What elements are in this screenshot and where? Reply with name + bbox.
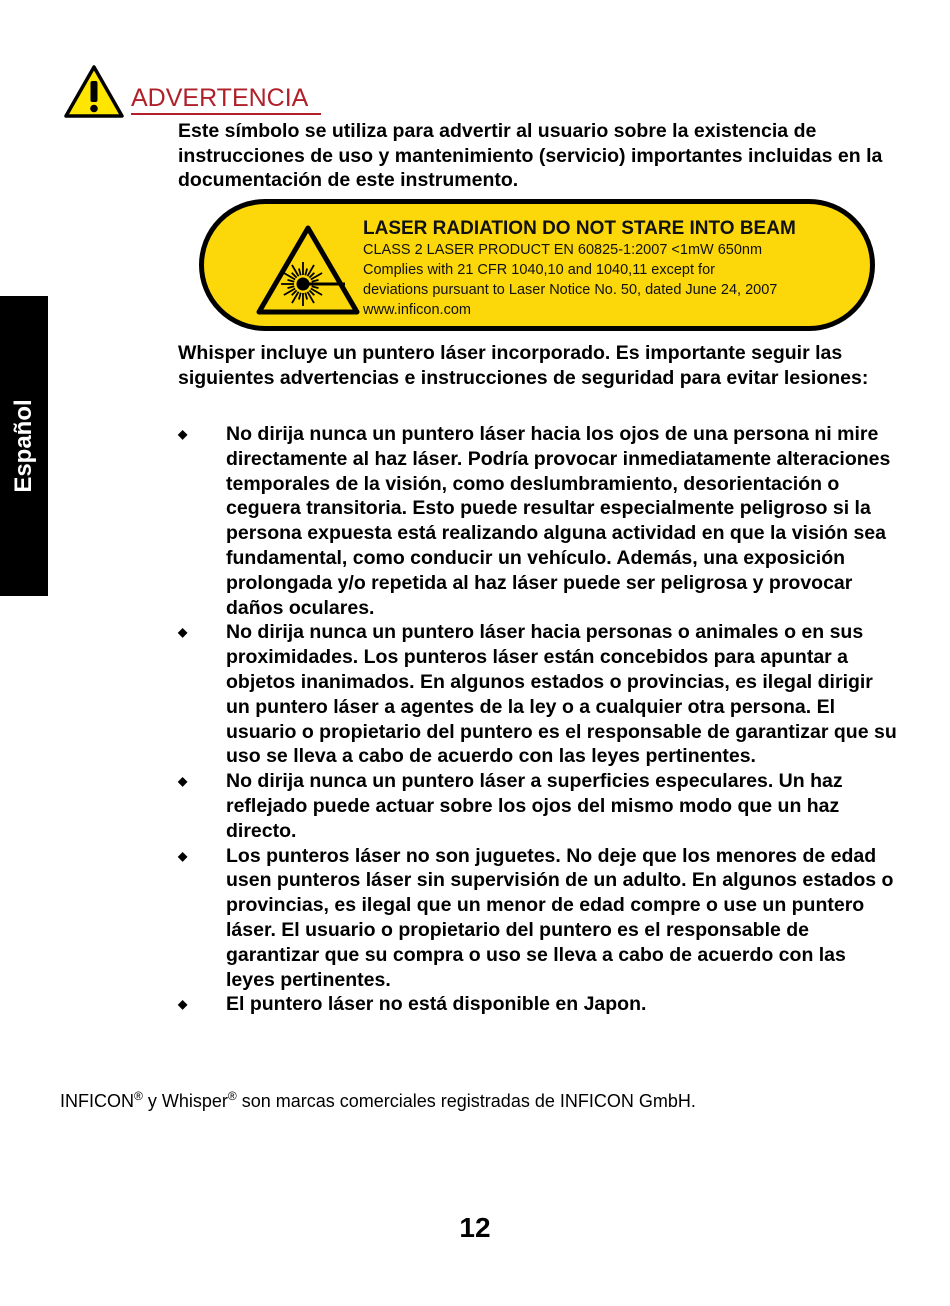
intro-paragraph: Whisper incluye un puntero láser incorporado. Es importante seguir las siguientes advertencias e instrucciones de seguridad para evitar lesiones: (178, 342, 869, 389)
laser-label-url: www.inficon.com (363, 302, 471, 318)
bullet-diamond-icon: ◆ (178, 848, 188, 863)
trademark-inficon: INFICON (60, 1091, 134, 1111)
language-side-tab (0, 296, 48, 596)
laser-label-line: deviations pursuant to Laser Notice No. 50, dated June 24, 2007 (363, 282, 778, 298)
list-item (178, 620, 898, 769)
list-item (178, 422, 898, 620)
page-number: 12 (459, 1212, 491, 1243)
laser-label-line: CLASS 2 LASER PRODUCT EN 60825-1:2007 <1mW 650nm (363, 242, 763, 258)
bullet-diamond-icon: ◆ (178, 997, 188, 1012)
trademark-notice (60, 1084, 900, 1113)
warning-title-underline (131, 113, 321, 115)
list-item (178, 769, 898, 843)
laser-hazard-icon (253, 222, 363, 318)
list-item-text: Los punteros láser no son juguetes. No deje que los menores de edad usen punteros láser sin supervisión de un adulto. En algunos estados o provincias, es ilegal que un menor de edad compre o use un puntero láser. El usuario o propietario del puntero es el responsable de garantizar que su compra o uso se lleva a cabo de acuerdo con las leyes pertinentes. (226, 844, 894, 991)
bullet-diamond-icon: ◆ (178, 774, 188, 789)
list-item (178, 992, 898, 1017)
list-item-text: No dirija nunca un puntero láser a superficies especulares. Un haz reflejado puede actuar sobre los ojos del mismo modo que un haz directo. (226, 770, 843, 842)
registered-mark: ® (227, 1089, 237, 1103)
laser-warning-label (199, 199, 875, 331)
warning-title: ADVERTENCIA (131, 84, 309, 112)
language-label: Español (10, 399, 37, 493)
laser-label-title: LASER RADIATION DO NOT STARE INTO BEAM (363, 218, 796, 239)
warning-description: Este símbolo se utiliza para advertir al usuario sobre la existencia de instrucciones de uso y mantenimiento (servicio) importantes incluidas en la documentación de este instrumento. (178, 120, 883, 191)
trademark-whisper: y Whisper (142, 1091, 228, 1111)
registered-mark: ® (134, 1089, 143, 1103)
laser-label-line: Complies with 21 CFR 1040,10 and 1040,11 except for (363, 262, 715, 278)
safety-instructions-list (178, 422, 898, 1017)
bullet-diamond-icon: ◆ (178, 427, 188, 441)
list-item (178, 844, 898, 993)
warning-triangle-icon (63, 64, 125, 120)
trademark-text: son marcas comerciales registradas de INFICON GmbH. (236, 1091, 696, 1111)
list-item-text: El puntero láser no está disponible en Japon. (226, 993, 647, 1016)
bullet-diamond-icon: ◆ (178, 625, 188, 640)
list-item-text: No dirija nunca un puntero láser hacia personas o animales o en sus proximidades. Los punteros láser están concebidos para apuntar a objetos inanimados. En algunos estados o provincias, es ilegal dirigir un puntero láser a agentes de la ley o a cualquier otra persona. El usuario o propietario del puntero es el responsable de garantizar que su uso se lleva a cabo de acuerdo con las leyes pertinentes. (226, 621, 897, 768)
list-item-text: No dirija nunca un puntero láser hacia los ojos de una persona ni mire directamente al haz láser. Podría provocar inmediatamente alteraciones temporales de la visión, como deslumbramiento, desorientación o ceguera transitoria. Esto puede resultar especialmente peligroso si la persona expuesta está realizando alguna actividad en que la visión sea fundamental, como conducir un vehículo. Además, una exposición prolongada y/o repetida al haz láser puede ser peligrosa y provocar daños oculares. (226, 423, 891, 619)
